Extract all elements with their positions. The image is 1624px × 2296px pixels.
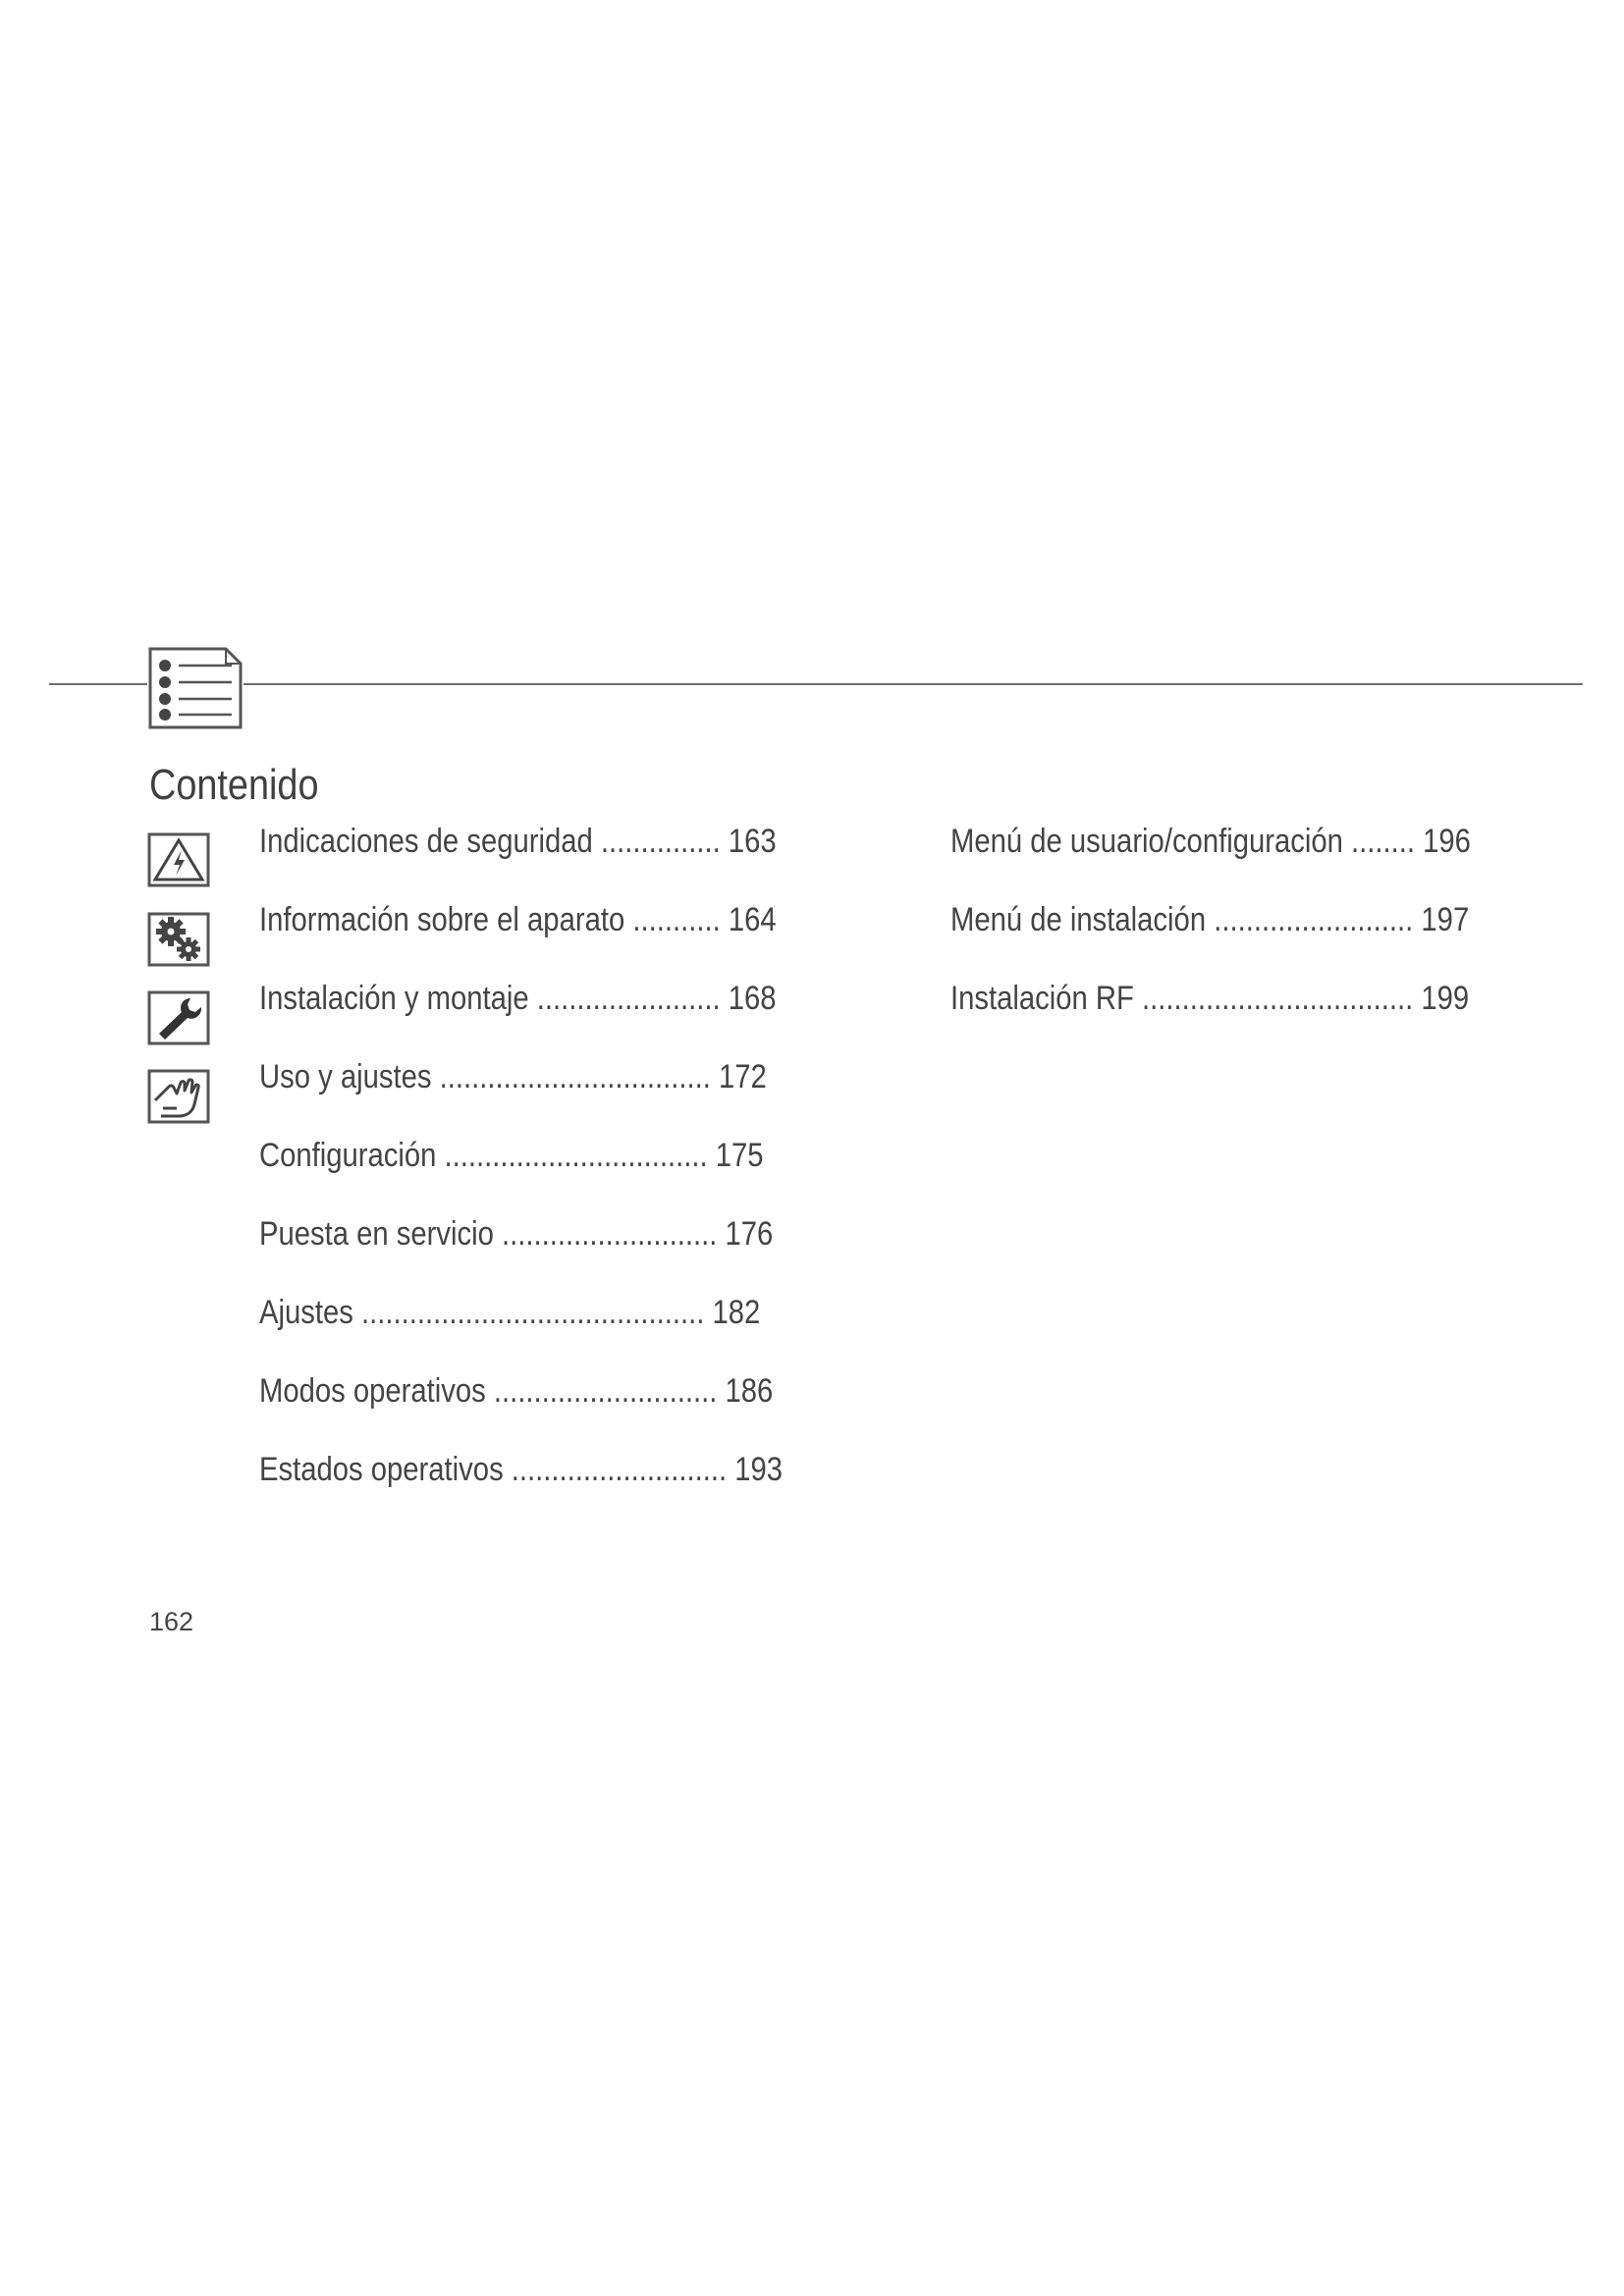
warning-electric-icon — [147, 832, 210, 887]
toc-entry-adjustments[interactable]: Ajustes ........................................... 182 — [259, 1294, 761, 1331]
toc-entry-commissioning[interactable]: Puesta en servicio ........................... 176 — [259, 1215, 774, 1253]
toc-entry-operating-modes[interactable]: Modos operativos ............................ 186 — [259, 1372, 774, 1410]
toc-entry-device-info[interactable]: Información sobre el aparato ........... 164 — [259, 901, 777, 938]
toc-entry-safety[interactable]: Indicaciones de seguridad ............... 163 — [259, 823, 777, 860]
toc-entry-installation-menu[interactable]: Menú de instalación ......................... 197 — [950, 901, 1470, 938]
toc-list-icon — [147, 646, 244, 730]
toc-entry-operating-states[interactable]: Estados operativos ........................... 193 — [259, 1451, 784, 1488]
toc-entry-rf-installation[interactable]: Instalación RF .................................. 199 — [950, 980, 1470, 1017]
wrench-icon — [147, 990, 210, 1045]
page-title: Contenido — [149, 761, 319, 809]
toc-entry-configuration[interactable]: Configuración ................................. 175 — [259, 1137, 764, 1174]
header-rule — [49, 683, 1583, 685]
toc-entry-user-menu[interactable]: Menú de usuario/configuración ........ 196 — [950, 823, 1471, 860]
toc-entry-use-settings[interactable]: Uso y ajustes .................................. 172 — [259, 1058, 767, 1095]
hand-pointer-icon — [147, 1069, 210, 1124]
gears-icon — [147, 912, 210, 967]
page-number: 162 — [149, 1607, 194, 1636]
toc-entry-installation[interactable]: Instalación y montaje ....................... 168 — [259, 980, 777, 1017]
